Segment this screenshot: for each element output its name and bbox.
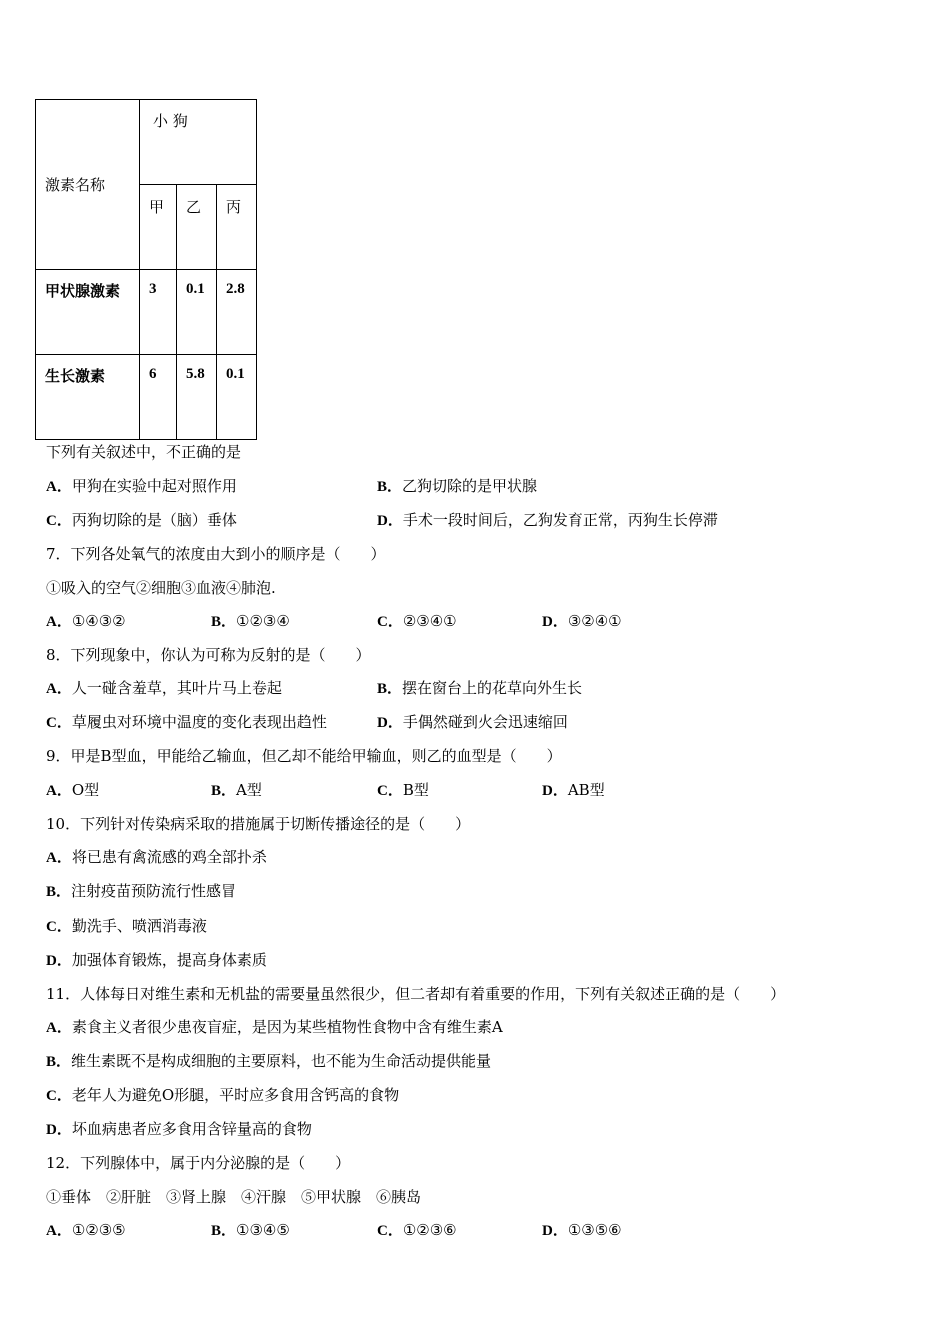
option-letter: C． <box>377 783 403 799</box>
q8-stem: 8．下列现象中，你认为可称为反射的是（ ） <box>46 646 371 664</box>
option-letter: C． <box>377 614 403 630</box>
option-letter: B． <box>211 1223 237 1239</box>
option-text: AB型 <box>567 781 605 799</box>
option-letter: B． <box>211 614 237 630</box>
table-cell: 5.8 <box>177 355 217 440</box>
option-letter: D． <box>542 783 568 799</box>
option-letter: D． <box>377 513 403 529</box>
table-header-jia: 甲 <box>140 185 177 270</box>
q10-option-b <box>46 881 236 902</box>
q6-option-a <box>46 476 237 497</box>
option-text: ①②③④ <box>236 612 290 630</box>
option-letter: D． <box>542 1223 568 1239</box>
option-text: 维生素既不是构成细胞的主要原料，也不能为生命活动提供能量 <box>71 1052 492 1070</box>
row-name-growth-hormone: 生长激素 <box>36 355 140 440</box>
q10-option-d <box>46 950 267 971</box>
option-text: ①③⑤⑥ <box>567 1221 622 1239</box>
q10-option-c <box>46 916 207 937</box>
option-text: 甲狗在实验中起对照作用 <box>71 477 237 495</box>
q7-list: ①吸入的空气②细胞③血液④肺泡. <box>46 579 276 597</box>
q7-option-c <box>377 611 457 632</box>
q11-option-d <box>46 1119 312 1140</box>
option-text: B型 <box>402 781 429 799</box>
option-letter: C． <box>46 1088 72 1104</box>
table-cell: 2.8 <box>217 270 257 355</box>
option-text: 手偶然碰到火会迅速缩回 <box>402 713 568 731</box>
table-cell: 3 <box>140 270 177 355</box>
q12-option-c <box>377 1220 457 1241</box>
option-letter: A． <box>46 614 72 630</box>
q10-stem: 10．下列针对传染病采取的措施属于切断传播途径的是（ ） <box>46 815 471 833</box>
row-name-thyroxine: 甲状腺激素 <box>36 270 140 355</box>
table-header-puppies: 小 狗 <box>140 100 257 185</box>
option-text: 乙狗切除的是甲状腺 <box>402 477 538 495</box>
q7-stem: 7．下列各处氧气的浓度由大到小的顺序是（ ） <box>46 545 386 563</box>
option-letter: B． <box>46 1054 72 1070</box>
q9-option-c <box>377 780 429 801</box>
option-letter: A． <box>46 681 72 697</box>
option-letter: C． <box>377 1223 403 1239</box>
q11-option-b <box>46 1051 491 1072</box>
table-header-yi: 乙 <box>177 185 217 270</box>
q8-option-c <box>46 712 327 733</box>
option-letter: C． <box>46 919 72 935</box>
q10-option-a <box>46 847 267 868</box>
q8-option-d <box>377 712 568 733</box>
table-cell: 6 <box>140 355 177 440</box>
table-row <box>36 355 257 440</box>
option-text: O型 <box>71 781 100 799</box>
option-text: 加强体育锻炼，提高身体素质 <box>71 951 267 969</box>
q9-option-a <box>46 780 99 801</box>
option-text: 草履虫对环境中温度的变化表现出趋性 <box>71 713 327 731</box>
q6-option-c <box>46 510 237 531</box>
option-text: 将已患有禽流感的鸡全部扑杀 <box>71 848 267 866</box>
option-letter: A． <box>46 1020 72 1036</box>
table-header-hormone-name: 激素名称 <box>36 100 140 270</box>
option-text: 注射疫苗预防流行性感冒 <box>71 882 237 900</box>
option-text: 勤洗手、喷洒消毒液 <box>71 917 207 935</box>
option-letter: C． <box>46 715 72 731</box>
q11-option-a <box>46 1017 503 1038</box>
q9-option-b <box>211 780 262 801</box>
q7-option-b <box>211 611 290 632</box>
option-text: 丙狗切除的是（脑）垂体 <box>71 511 237 529</box>
q12-option-d <box>542 1220 622 1241</box>
option-text: ②③④① <box>402 612 457 630</box>
table-header-bing: 丙 <box>217 185 257 270</box>
option-letter: A． <box>46 783 72 799</box>
option-letter: C． <box>46 513 72 529</box>
q8-option-b <box>377 678 582 699</box>
q6-stem: 下列有关叙述中，不正确的是 <box>46 443 242 461</box>
option-text: 人一碰含羞草，其叶片马上卷起 <box>71 679 282 697</box>
q12-option-a <box>46 1220 126 1241</box>
option-letter: B． <box>377 479 403 495</box>
q6-option-d <box>377 510 718 531</box>
option-letter: D． <box>46 953 72 969</box>
q6-option-b <box>377 476 537 497</box>
option-text: ③②④① <box>567 612 622 630</box>
q9-stem: 9．甲是B型血，甲能给乙输血，但乙却不能给甲输血，则乙的血型是（ ） <box>46 747 562 765</box>
q11-stem: 11．人体每日对维生素和无机盐的需要量虽然很少，但二者却有着重要的作用，下列有关叙述正确的是（ ） <box>46 985 786 1003</box>
option-text: ①④③② <box>71 612 126 630</box>
option-letter: A． <box>46 479 72 495</box>
table-cell: 0.1 <box>177 270 217 355</box>
option-letter: B． <box>211 783 237 799</box>
option-text: 素食主义者很少患夜盲症，是因为某些植物性食物中含有维生素A <box>71 1018 503 1036</box>
option-text: 老年人为避免O形腿，平时应多食用含钙高的食物 <box>71 1086 400 1104</box>
q9-option-d <box>542 780 605 801</box>
option-text: 手术一段时间后，乙狗发育正常，丙狗生长停滞 <box>402 511 718 529</box>
option-text: ①②③⑤ <box>71 1221 126 1239</box>
option-text: ①②③⑥ <box>402 1221 457 1239</box>
q12-list: ①垂体 ②肝脏 ③肾上腺 ④汗腺 ⑤甲状腺 ⑥胰岛 <box>46 1188 422 1206</box>
table-cell: 0.1 <box>217 355 257 440</box>
option-letter: B． <box>46 884 72 900</box>
table-row <box>36 270 257 355</box>
hormone-table <box>35 99 257 440</box>
q7-option-a <box>46 611 126 632</box>
option-text: 坏血病患者应多食用含锌量高的食物 <box>71 1120 312 1138</box>
q11-option-c <box>46 1085 399 1106</box>
option-letter: A． <box>46 850 72 866</box>
option-letter: D． <box>46 1122 72 1138</box>
option-text: A型 <box>236 781 262 799</box>
option-text: ①③④⑤ <box>236 1221 290 1239</box>
option-letter: B． <box>377 681 403 697</box>
q8-option-a <box>46 678 282 699</box>
option-letter: D． <box>542 614 568 630</box>
option-letter: D． <box>377 715 403 731</box>
option-text: 摆在窗台上的花草向外生长 <box>402 679 583 697</box>
q12-option-b <box>211 1220 290 1241</box>
q12-stem: 12．下列腺体中，属于内分泌腺的是（ ） <box>46 1154 351 1172</box>
q7-option-d <box>542 611 622 632</box>
option-letter: A． <box>46 1223 72 1239</box>
